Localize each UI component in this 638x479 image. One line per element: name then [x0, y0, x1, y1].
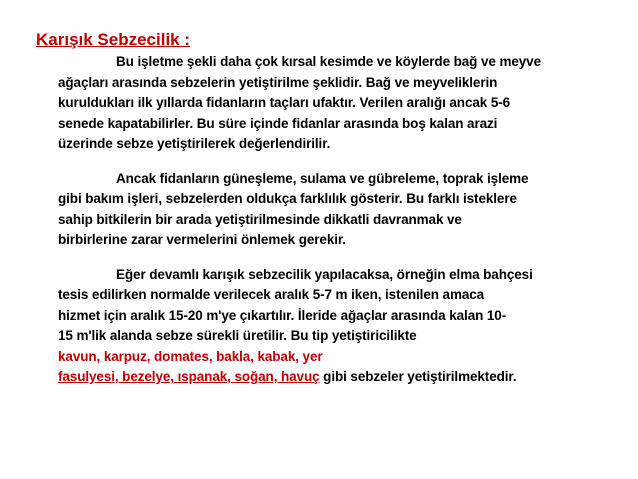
- paragraph-line: kuruldukları ilk yıllarda fidanların taçları ufaktır. Verilen aralığı ancak 5-6: [58, 95, 511, 110]
- paragraph-line: Eğer devamlı karışık sebzecilik yapılacaksa, örneğin elma bahçesi: [116, 266, 533, 282]
- paragraph-line: ağaçları arasında sebzelerin yetiştirilme şeklidir. Bağ ve meyveliklerin: [58, 74, 498, 90]
- paragraph-line: birbirlerine zarar vermelerini önlemek gerekir.: [58, 232, 346, 247]
- paragraph-gap: [58, 251, 598, 265]
- vegetable-list-suffix: gibi sebzeler yetiştirilmektedir.: [319, 369, 517, 384]
- slide-title: Karışık Sebzecilik :: [36, 30, 191, 49]
- slide-body: [58, 52, 598, 388]
- vegetable-list-highlight: fasulyesi, bezelye, ıspanak, soğan, havuç: [58, 369, 320, 384]
- paragraph-line: üzerinde sebze yetiştirilerek değerlendirilir.: [58, 136, 331, 151]
- paragraph-3: [58, 265, 598, 388]
- paragraph-line: 15 m'lik alanda sebze sürekli üretilir. Bu tip yetiştiricilikte: [58, 328, 417, 343]
- paragraph-line: tesis edilirken normalde verilecek aralık 5-7 m iken, istenilen amaca: [58, 287, 485, 302]
- paragraph-1: [58, 52, 598, 155]
- vegetable-list-line-2: [58, 367, 598, 388]
- paragraph-line: senede kapatabilirler. Bu süre içinde fidanlar arasında boş kalan arazi: [58, 115, 498, 131]
- paragraph-line: Ancak fidanların güneşleme, sulama ve gübreleme, toprak işleme: [116, 170, 529, 186]
- vegetable-list-line-1: kavun, karpuz, domates, bakla, kabak, yer: [58, 348, 323, 364]
- paragraph-2: [58, 169, 598, 251]
- paragraph-line: gibi bakım işleri, sebzelerden oldukça farklılık gösterir. Bu farklı isteklere: [58, 191, 517, 206]
- paragraph-line: hizmet için aralık 15-20 m'ye çıkartılır. İleride ağaçlar arasında kalan 10-: [58, 307, 507, 323]
- paragraph-gap: [58, 155, 598, 169]
- paragraph-line: sahip bitkilerin bir arada yetiştirilmesinde dikkatli davranmak ve: [58, 211, 462, 227]
- paragraph-line: Bu işletme şekli daha çok kırsal kesimde ve köylerde bağ ve meyve: [116, 54, 541, 69]
